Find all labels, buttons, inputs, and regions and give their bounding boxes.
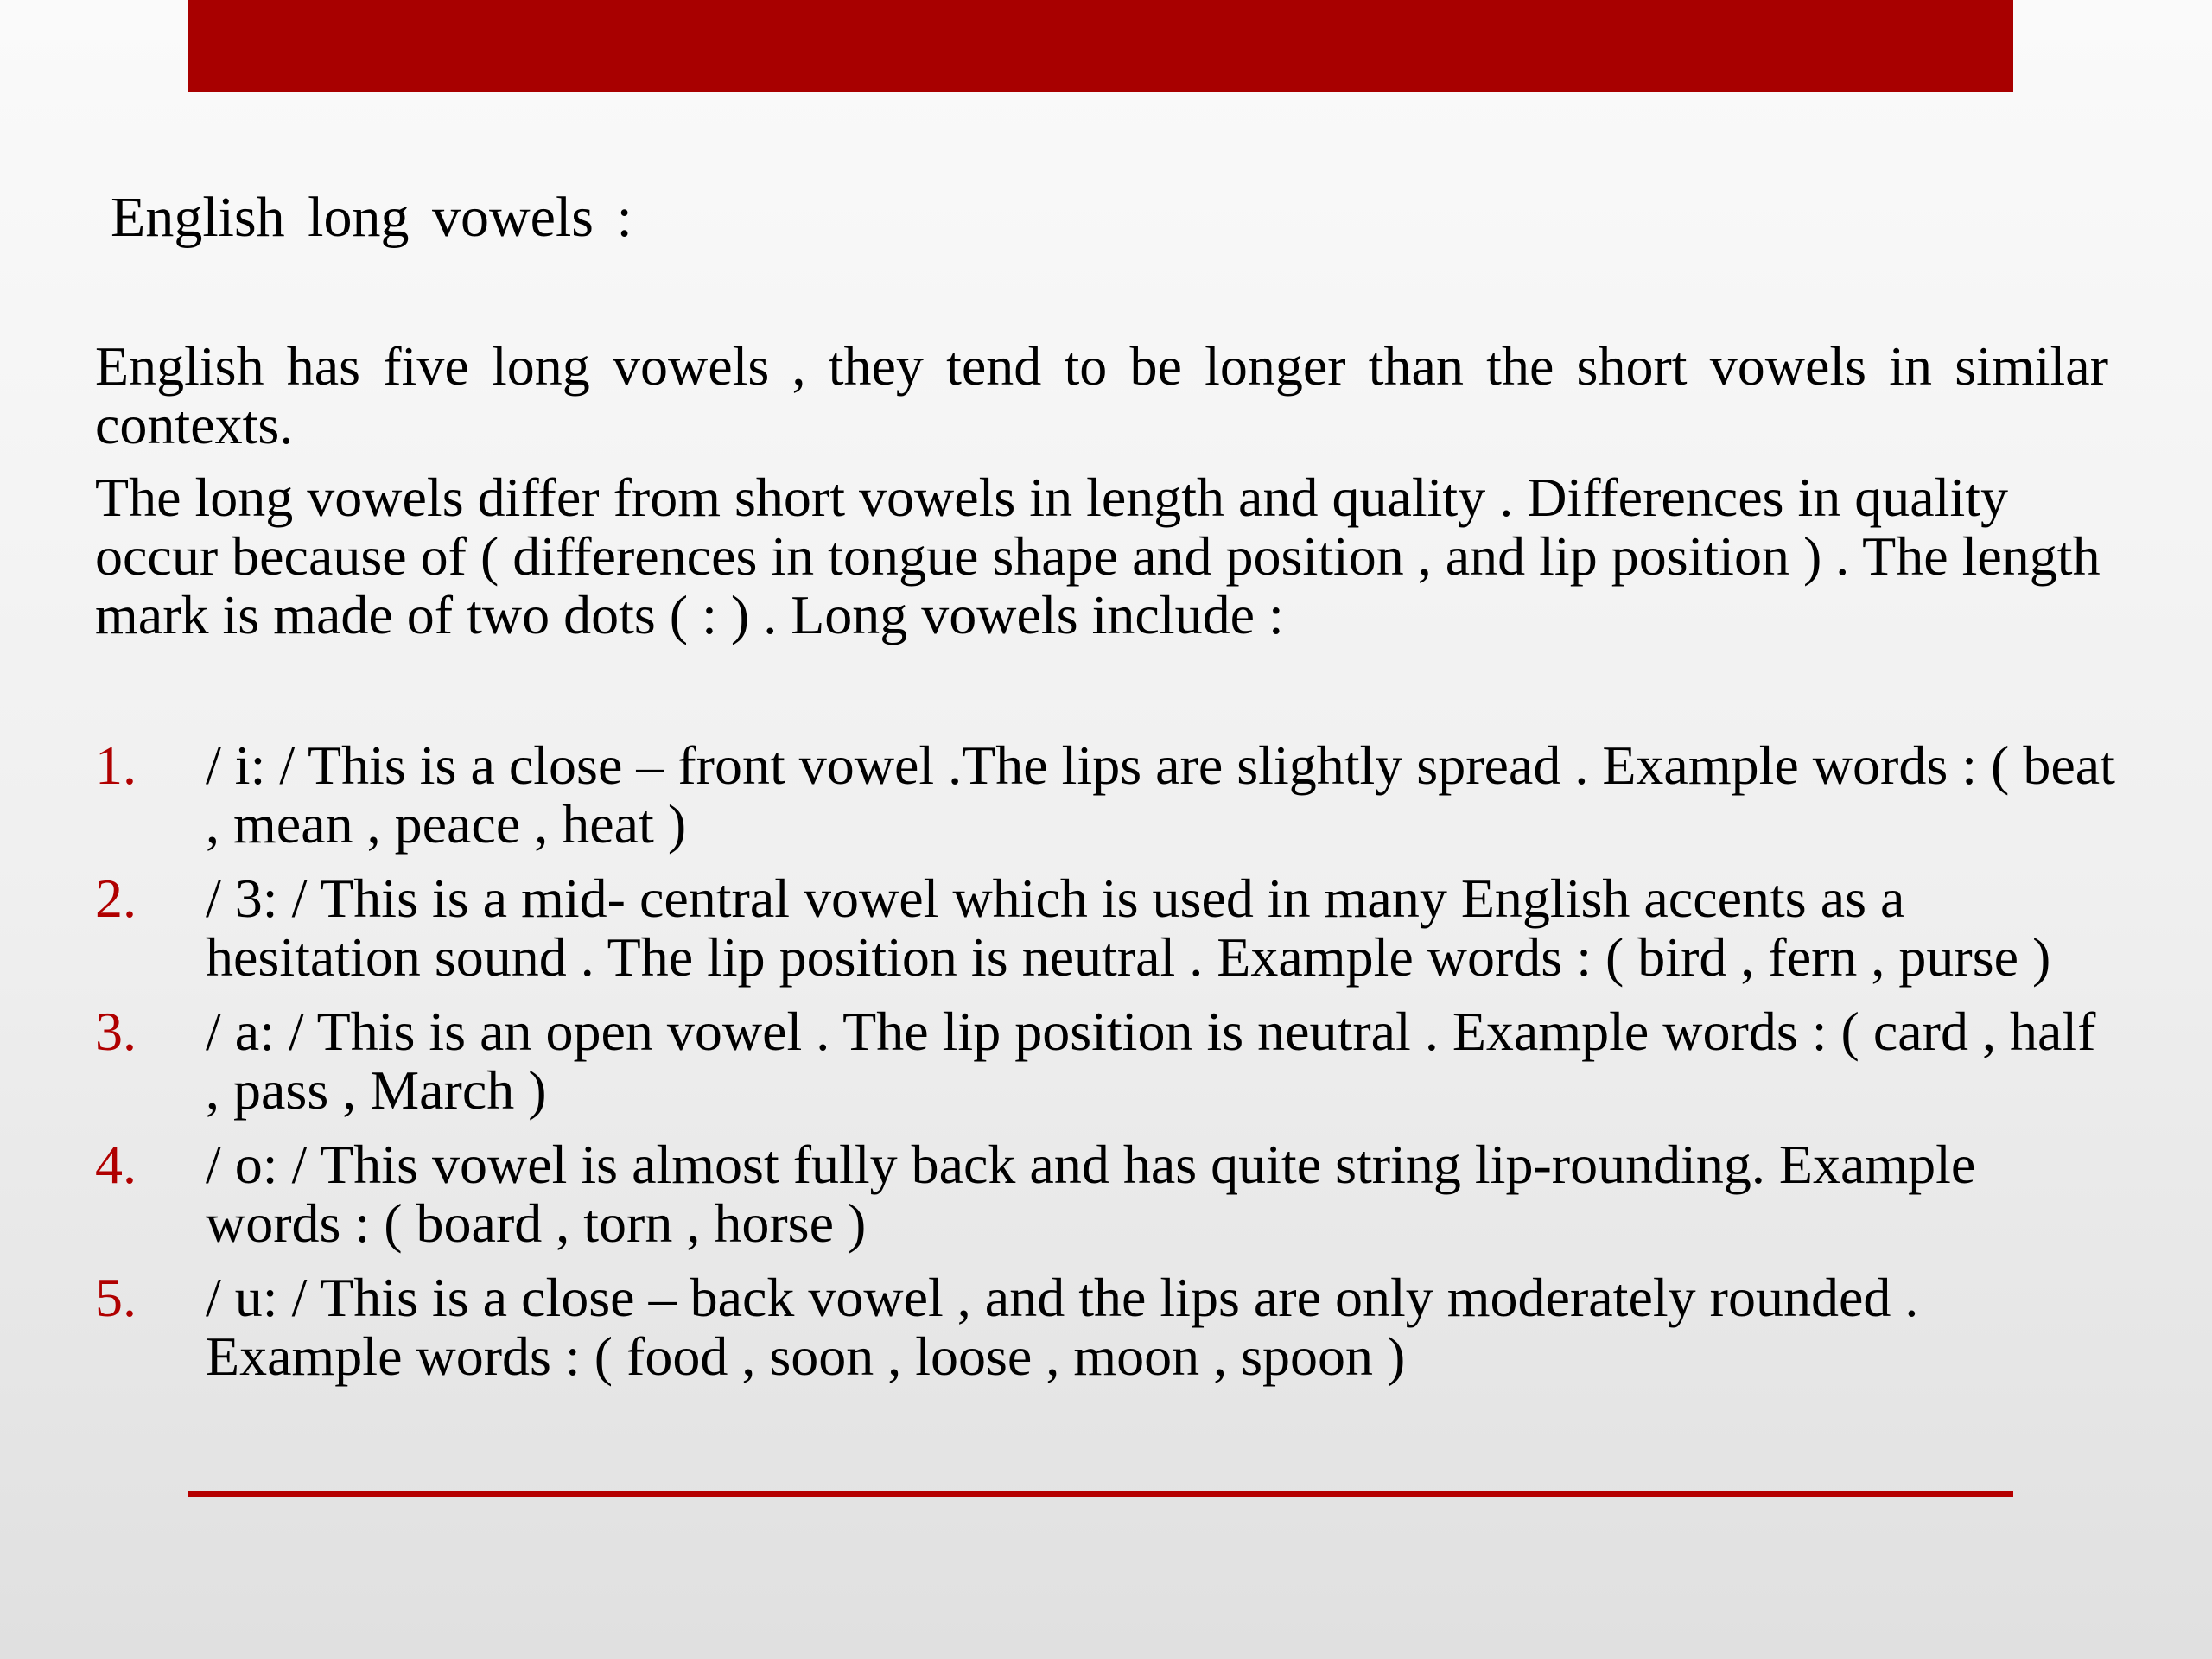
intro-paragraph: English has five long vowels , they tend to be longer than the short vowels in similar contexts. bbox=[95, 335, 2108, 455]
slide-heading: English long vowels : bbox=[111, 186, 632, 249]
title-bar-decoration bbox=[188, 0, 2013, 92]
list-item-number: 3. bbox=[95, 1001, 137, 1062]
list-item-text: / a: / This is an open vowel . The lip position is neutral . Example words : ( card , half , pass , March ) bbox=[206, 1001, 2096, 1121]
list-item bbox=[95, 736, 2117, 854]
long-vowels-list bbox=[95, 736, 2117, 1402]
list-item-number: 2. bbox=[95, 868, 137, 929]
list-item-number: 4. bbox=[95, 1134, 137, 1195]
quality-paragraph: The long vowels differ from short vowels in length and quality . Differences in quality occur because of ( differences in tongue shape and position , and lip position ) . The length mark is made of two dots ( : ) . Long vowels include : bbox=[95, 467, 2101, 645]
bottom-divider bbox=[188, 1491, 2013, 1497]
list-item-text: / u: / This is a close – back vowel , and the lips are only moderately rounded . Example words : ( food , soon , loose , moon , spoon ) bbox=[206, 1267, 1919, 1387]
list-item-number: 5. bbox=[95, 1267, 137, 1328]
list-item bbox=[95, 869, 2117, 987]
list-item bbox=[95, 1268, 2117, 1386]
list-item bbox=[95, 1002, 2117, 1120]
list-item bbox=[95, 1135, 2117, 1253]
list-item-text: / 3: / This is a mid- central vowel which is used in many English accents as a hesitation sound . The lip position is neutral . Example words : ( bird , fern , purse ) bbox=[206, 868, 2051, 988]
list-item-text: / i: / This is a close – front vowel .The lips are slightly spread . Example words : ( beat , mean , peace , heat ) bbox=[206, 734, 2115, 855]
list-item-number: 1. bbox=[95, 734, 137, 796]
list-item-text: / o: / This vowel is almost fully back and has quite string lip-rounding. Example words : ( board , torn , horse ) bbox=[206, 1134, 1976, 1254]
